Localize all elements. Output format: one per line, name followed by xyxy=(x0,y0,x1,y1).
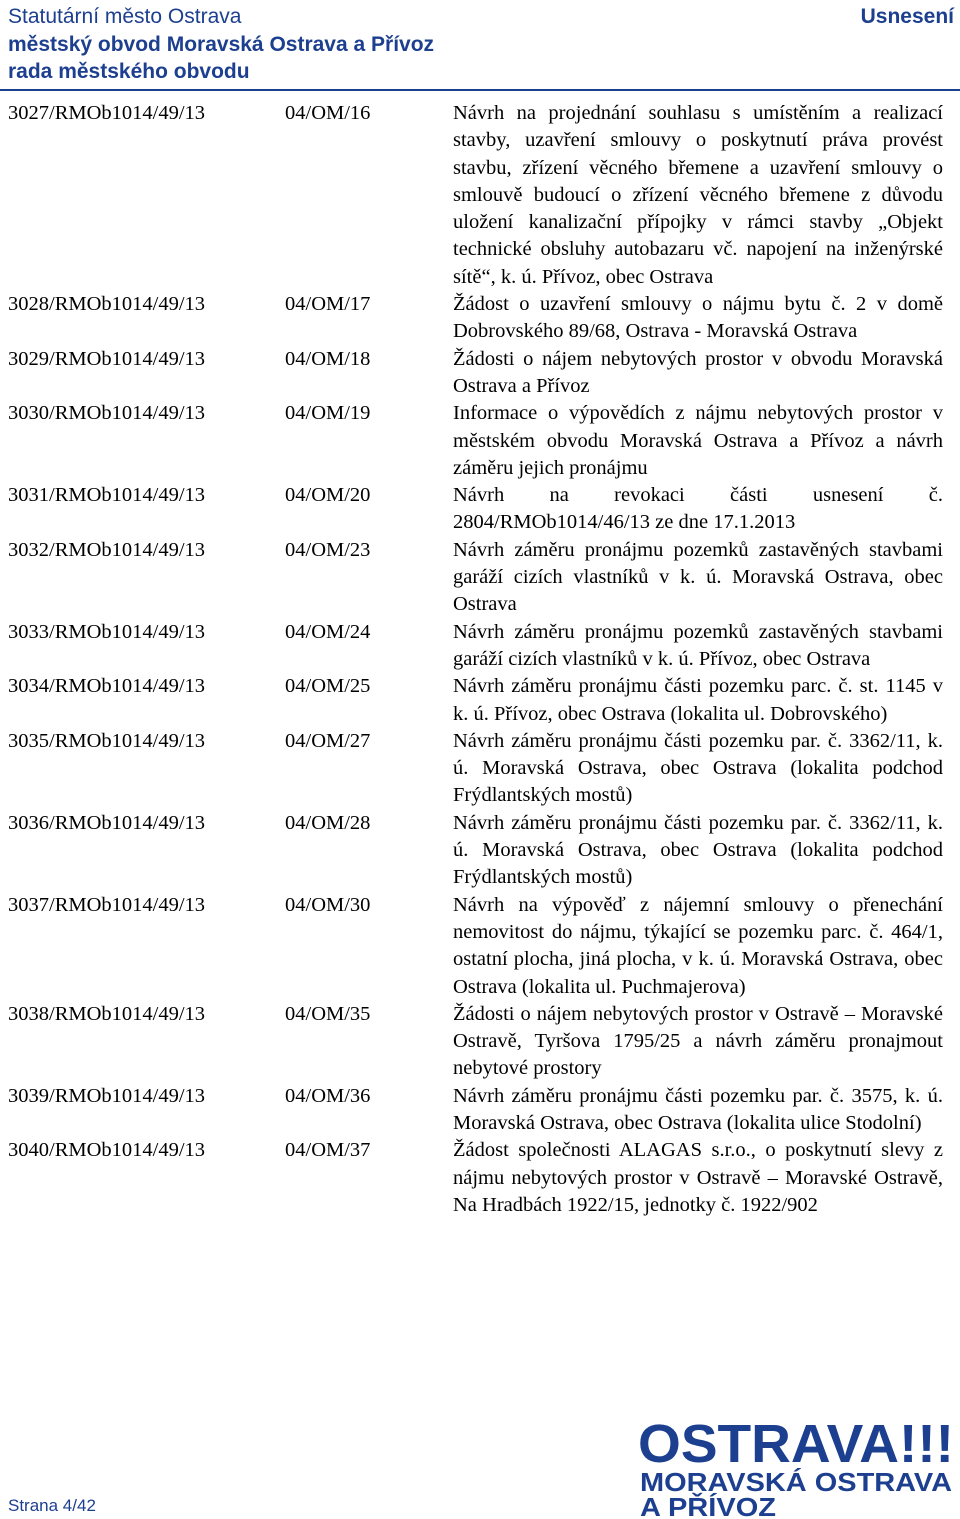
logo-subtitle-2: A PŘÍVOZ xyxy=(640,1492,777,1518)
agenda-code: 04/OM/25 xyxy=(285,675,371,698)
resolution-row xyxy=(0,400,960,482)
resolution-number: 3035/RMOb1014/49/13 xyxy=(8,729,206,752)
resolution-row xyxy=(0,1001,960,1083)
resolution-subject: Návrh záměru pronájmu části pozemku par. č. 3575, k. ú. Moravská Ostrava, obec Ostrava (lokalita ulice Stodolní) xyxy=(453,1084,943,1134)
logo-title: OSTRAVA!!! xyxy=(638,1414,954,1474)
resolution-number: 3033/RMOb1014/49/13 xyxy=(8,620,206,643)
resolution-row xyxy=(0,1083,960,1138)
agenda-code: 04/OM/35 xyxy=(285,1002,371,1025)
agenda-code: 04/OM/37 xyxy=(285,1139,371,1162)
agenda-code: 04/OM/27 xyxy=(285,729,371,752)
resolution-subject: Žádosti o nájem nebytových prostor v obvodu Moravská Ostrava a Přívoz xyxy=(453,347,943,397)
resolution-number: 3027/RMOb1014/49/13 xyxy=(8,102,206,124)
agenda-code: 04/OM/18 xyxy=(285,347,371,370)
resolution-number: 3029/RMOb1014/49/13 xyxy=(8,347,206,370)
resolution-number: 3040/RMOb1014/49/13 xyxy=(8,1139,206,1162)
agenda-code: 04/OM/23 xyxy=(285,538,371,561)
resolution-number: 3028/RMOb1014/49/13 xyxy=(8,293,206,316)
resolution-subject: Návrh na výpověď z nájemní smlouvy o přenechání nemovitost do nájmu, týkající se pozemku parc. č. 464/1, ostatní plocha, jiná plocha, v k. ú. Moravská Ostrava, obec Ostrava (lokalita ul. Puchmajerova) xyxy=(453,893,943,998)
resolution-subject: Návrh záměru pronájmu pozemků zastavěných stavbami garáží cizích vlastníků v k. ú. Přívoz, obec Ostrava xyxy=(453,620,943,670)
resolution-subject: Žádosti o nájem nebytových prostor v Ostravě – Moravské Ostravě, Tyršova 1795/25 a návrh záměru pronajmout nebytové prostory xyxy=(453,1002,943,1080)
resolution-row xyxy=(0,537,960,619)
header-divider xyxy=(0,89,960,91)
resolution-number: 3036/RMOb1014/49/13 xyxy=(8,811,206,834)
resolution-row xyxy=(0,100,960,291)
agenda-code: 04/OM/16 xyxy=(285,102,371,124)
agenda-code: 04/OM/17 xyxy=(285,293,371,316)
resolution-subject: Návrh záměru pronájmu části pozemku par. č. 3362/11, k. ú. Moravská Ostrava, obec Ostrava (lokalita podchod Frýdlantských mostů) xyxy=(453,811,943,889)
city-name: Statutární město Ostrava xyxy=(8,5,242,28)
resolution-row xyxy=(0,619,960,674)
resolution-row xyxy=(0,346,960,401)
resolution-subject: Návrh záměru pronájmu části pozemku parc. č. st. 1145 v k. ú. Přívoz, obec Ostrava (lokalita ul. Dobrovského) xyxy=(453,675,943,725)
resolution-number: 3038/RMOb1014/49/13 xyxy=(8,1002,206,1025)
resolution-subject: Žádost o uzavření smlouvy o nájmu bytu č. 2 v domě Dobrovského 89/68, Ostrava - Moravská Ostrava xyxy=(453,293,943,343)
resolutions-table xyxy=(0,100,960,1219)
resolution-number: 3031/RMOb1014/49/13 xyxy=(8,484,206,507)
resolution-number: 3037/RMOb1014/49/13 xyxy=(8,893,206,916)
resolution-number: 3030/RMOb1014/49/13 xyxy=(8,402,206,425)
logo-subtitle: MORAVSKÁ OSTRAVA xyxy=(640,1467,953,1497)
resolution-subject: Návrh záměru pronájmu pozemků zastavěných stavbami garáží cizích vlastníků v k. ú. Moravská Ostrava, obec Ostrava xyxy=(453,538,943,616)
resolution-row xyxy=(0,673,960,728)
page-number: Strana 4/42 xyxy=(8,1496,96,1515)
agenda-code: 04/OM/36 xyxy=(285,1084,371,1107)
resolution-row xyxy=(0,291,960,346)
resolution-subject: Žádost společnosti ALAGAS s.r.o., o poskytnutí slevy z nájmu nebytových prostor v Ostravě – Moravské Ostravě, Na Hradbách 1922/15, jednotky č. 1922/902 xyxy=(453,1139,943,1216)
resolution-row xyxy=(0,728,960,810)
resolution-row xyxy=(0,810,960,892)
council-name: rada městského obvodu xyxy=(8,60,250,83)
agenda-code: 04/OM/20 xyxy=(285,484,371,507)
resolution-row xyxy=(0,892,960,1001)
resolution-number: 3039/RMOb1014/49/13 xyxy=(8,1084,206,1107)
agenda-code: 04/OM/24 xyxy=(285,620,371,643)
resolution-row xyxy=(0,1137,960,1219)
resolution-subject: Informace o výpovědích z nájmu nebytových prostor v městském obvodu Moravská Ostrava a Přívoz a návrh záměru jejich pronájmu xyxy=(453,402,943,479)
agenda-code: 04/OM/30 xyxy=(285,893,371,916)
resolution-subject: Návrh na projednání souhlasu s umístěním a realizací stavby, uzavření smlouvy o poskytnutí práva provést stavbu, zřízení věcného břemene a uzavření smlouvy o smlouvě budoucí o zřízení věcného břemene z důvodu uložení kanalizační přípojky v rámci stavby „Objekt technické obsluhy autobazaru vč. napojení na inženýrské sítě“, k. ú. Přívoz, obec Ostrava xyxy=(453,102,943,288)
resolution-subject: Návrh záměru pronájmu části pozemku par. č. 3362/11, k. ú. Moravská Ostrava, obec Ostrava (lokalita podchod Frýdlantských mostů) xyxy=(453,729,943,807)
resolution-row xyxy=(0,482,960,537)
resolution-subject: Návrh na revokaci části usnesení č. 2804/RMOb1014/46/13 ze dne 17.1.2013 xyxy=(453,484,943,534)
resolution-number: 3034/RMOb1014/49/13 xyxy=(8,675,206,698)
agenda-code: 04/OM/28 xyxy=(285,811,371,834)
ostrava-logo xyxy=(638,1410,956,1518)
agenda-code: 04/OM/19 xyxy=(285,402,371,425)
document-type: Usnesení xyxy=(860,5,954,28)
resolution-number: 3032/RMOb1014/49/13 xyxy=(8,538,206,561)
district-name: městský obvod Moravská Ostrava a Přívoz xyxy=(8,33,435,56)
